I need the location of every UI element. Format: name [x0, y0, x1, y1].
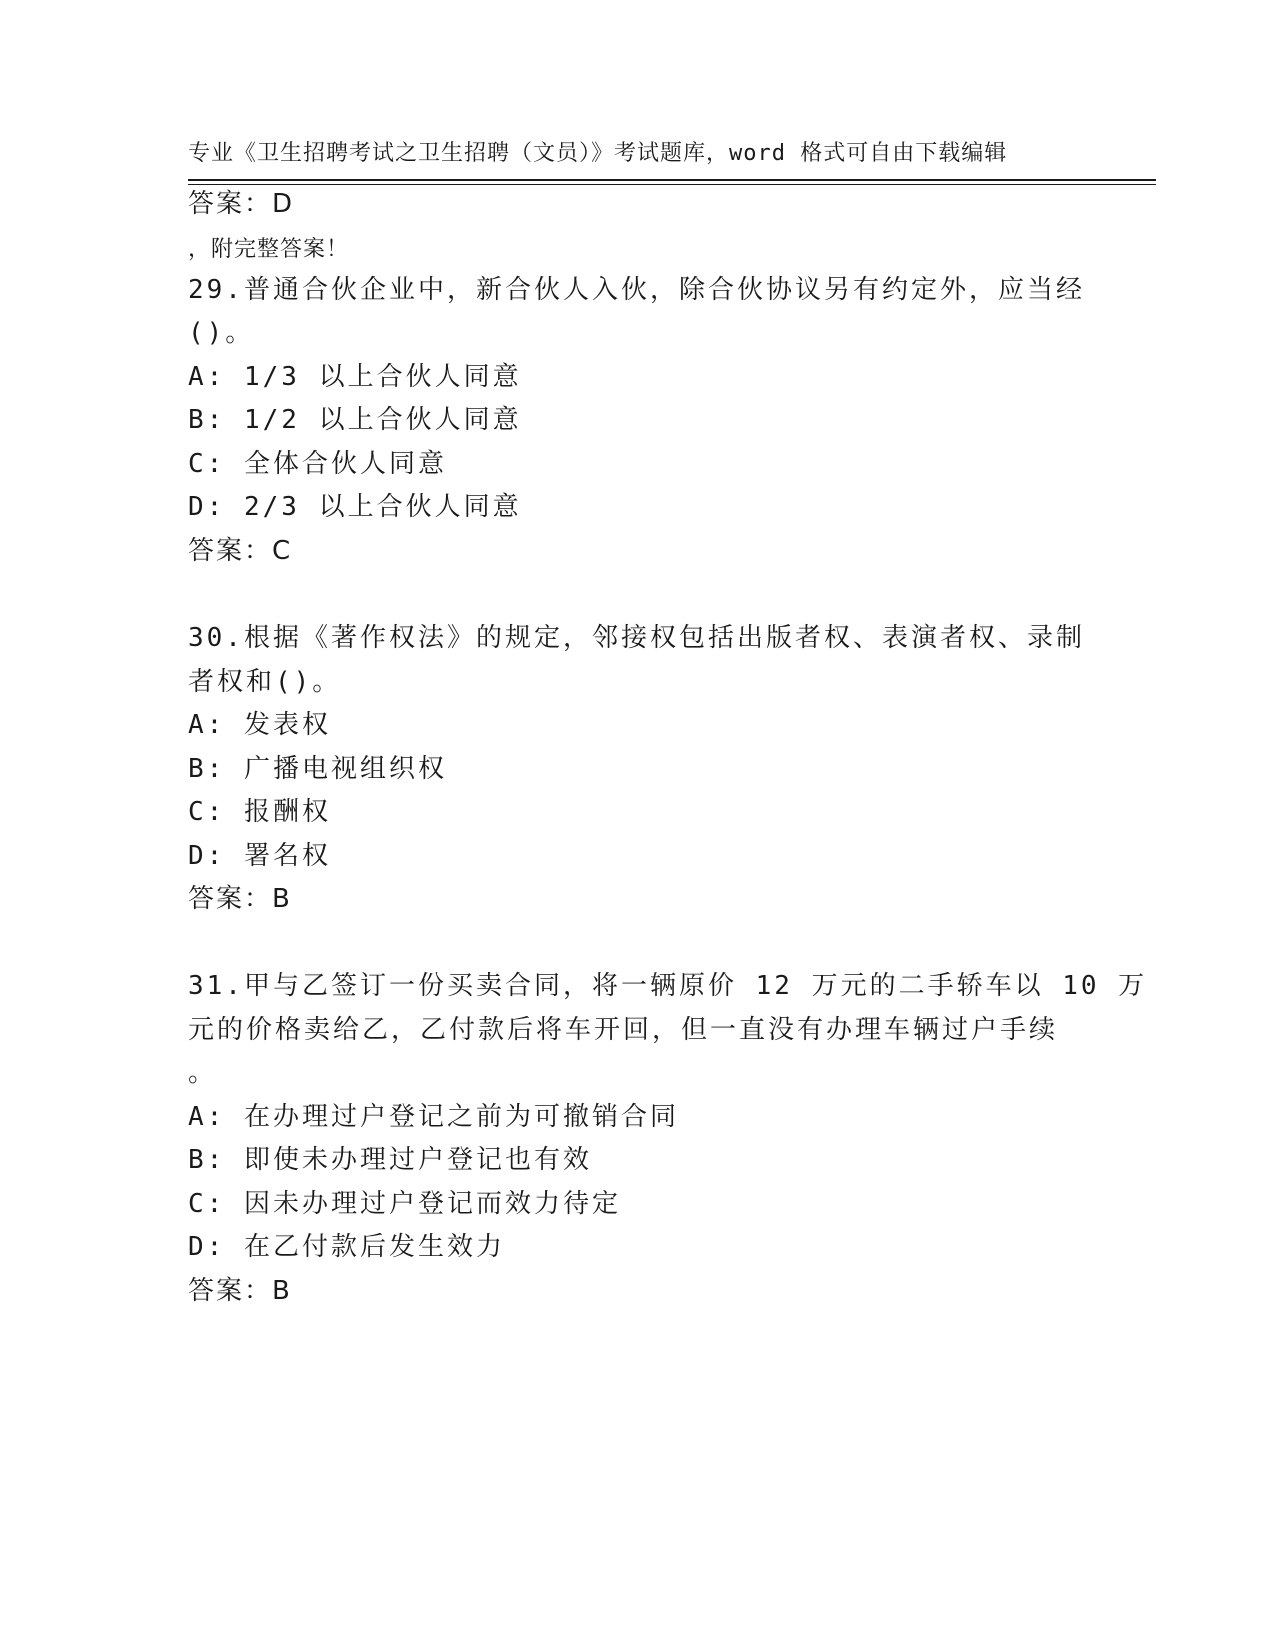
question-30-stem-line-2: 者权和()。 [188, 667, 342, 697]
question-31-answer: 答案：B [188, 1276, 292, 1306]
question-30-option-d: D: 署名权 [188, 841, 331, 871]
question-30-answer: 答案：B [188, 884, 292, 914]
header-divider-thin [188, 184, 1156, 185]
question-29-option-d: D: 2/3 以上合伙人同意 [188, 492, 522, 522]
question-31-stem-line-3: 。 [188, 1058, 218, 1088]
header-divider-thick [188, 179, 1156, 181]
header-line-2: ，附完整答案！ [188, 237, 350, 262]
question-31-stem-line-1: 31.甲与乙签订一份买卖合同，将一辆原价 12 万元的二手轿车以 10 万 [188, 971, 1148, 1001]
question-31-option-a: A: 在办理过户登记之前为可撤销合同 [188, 1102, 679, 1132]
question-31-stem-line-2: 元的价格卖给乙，乙付款后将车开回，但一直没有办理车辆过户手续 [188, 1015, 1059, 1045]
question-29-option-b: B: 1/2 以上合伙人同意 [188, 405, 522, 435]
question-29-option-c: C: 全体合伙人同意 [188, 449, 447, 479]
question-30-option-b: B: 广播电视组织权 [188, 754, 447, 784]
question-31-option-b: B: 即使未办理过户登记也有效 [188, 1145, 592, 1175]
question-30-option-c: C: 报酬权 [188, 797, 331, 827]
question-31-option-d: D: 在乙付款后发生效力 [188, 1232, 505, 1262]
question-30-stem-line-1: 30.根据《著作权法》的规定，邻接权包括出版者权、表演者权、录制 [188, 623, 1085, 653]
question-29-option-a: A: 1/3 以上合伙人同意 [188, 362, 522, 392]
question-29-stem-line-1: 29.普通合伙企业中，新合伙人入伙，除合伙协议另有约定外，应当经 [188, 275, 1085, 305]
question-30-option-a: A: 发表权 [188, 710, 331, 740]
previous-answer: 答案：D [188, 189, 295, 219]
question-31-option-c: C: 因未办理过户登记而效力待定 [188, 1189, 621, 1219]
header-line-1: 专业《卫生招聘考试之卫生招聘（文员）》考试题库，word 格式可自由下载编辑 [188, 141, 1008, 166]
question-29-stem-line-2: ()。 [188, 318, 255, 348]
question-29-answer: 答案：C [188, 536, 293, 566]
